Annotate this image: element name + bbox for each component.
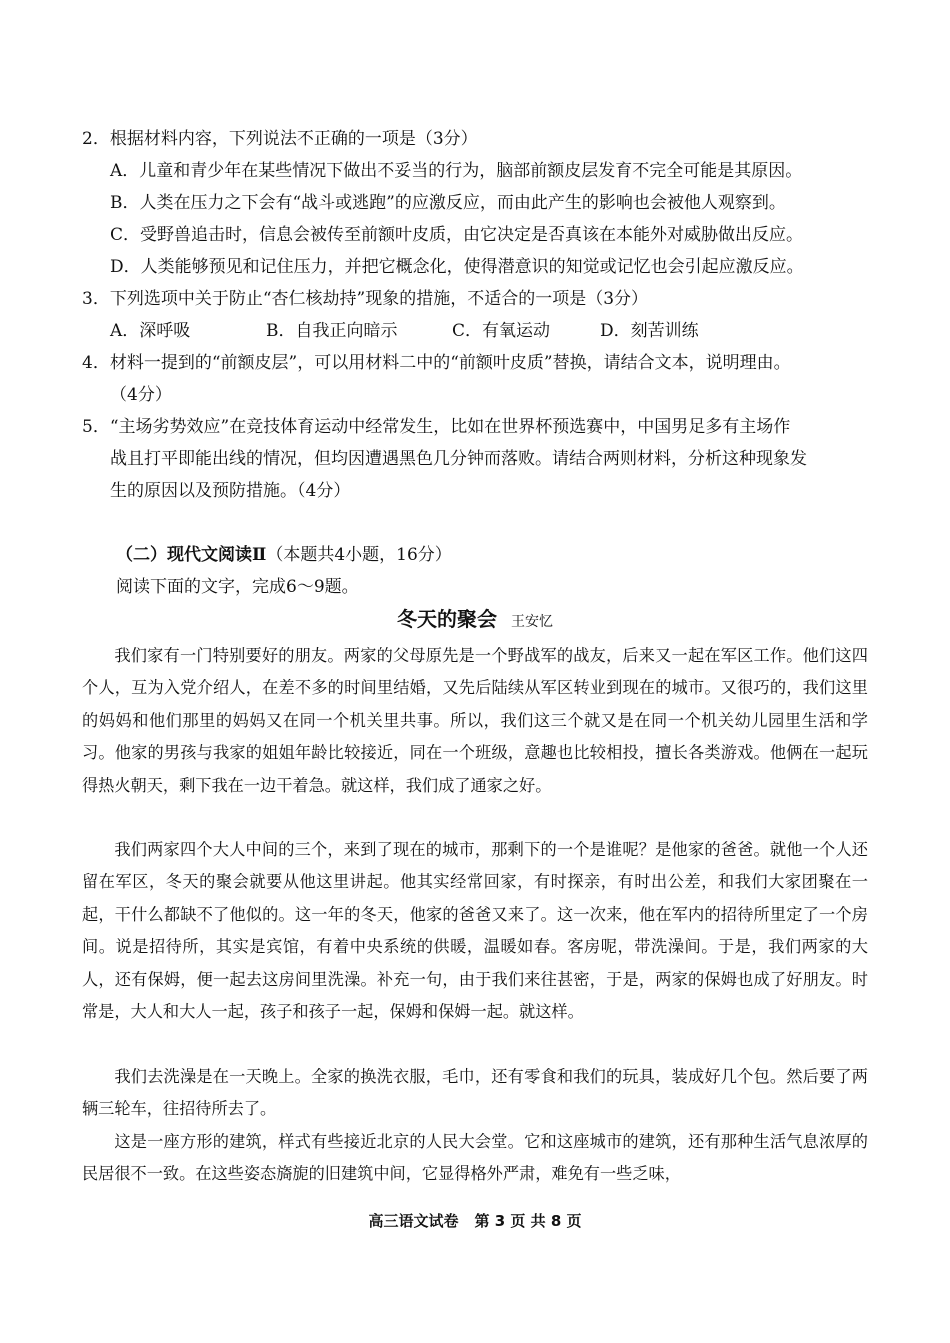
article-paragraph-2: 我们两家四个大人中间的三个，来到了现在的城市，那剩下的一个是谁呢？是他家的爸爸。就他一个人还留在军区，冬天的聚会就要从他这里讲起。他其实经常回家，有时探亲，有时出公差，和我们大家团聚在一起，干什么都缺不了他似的。这一年的冬天，他家的爸爸又来了。这一次来，他在军内的招待所里定了一个房间。说是招待所，其实是宾馆，有着中央系统的供暖，温暖如春。客房呢，带洗澡间。于是，我们两家的大人，还有保姆，便一起去这房间里洗澡。补充一句，由于我们来往甚密，于是，两家的保姆也成了好朋友。时常是，大人和大人一起，孩子和孩子一起，保姆和保姆一起。就这样。 [82, 840, 868, 1022]
article-heading [0, 608, 950, 633]
section-instruction: 阅读下面的文字，完成6～9题。 [116, 577, 359, 597]
question-2-option-d: D．人类能够预见和记住压力，并把它概念化，使得潜意识的知觉或记忆也会引起应激反应。 [110, 257, 804, 277]
question-2-stem: 2．根据材料内容，下列说法不正确的一项是（3分） [82, 129, 478, 149]
question-3-option-d: D．刻苦训练 [600, 321, 699, 341]
footer-page-number: 第 3 页 共 8 页 [474, 1212, 582, 1230]
question-3-option-c: C．有氧运动 [452, 321, 551, 341]
question-5-line-1: 5．“主场劣势效应”在竞技体育运动中经常发生，比如在世界杯预选赛中，中国男足多有主场作 [82, 417, 791, 437]
section-title: （二）现代文阅读Ⅱ [116, 545, 267, 565]
section-note: （本题共4小题，16分） [266, 545, 452, 565]
question-5-line-3: 生的原因以及预防措施。（4分） [110, 481, 351, 501]
question-4-line-2: （4分） [110, 385, 172, 405]
question-2-option-a: A．儿童和青少年在某些情况下做出不妥当的行为，脑部前额皮层发育不完全可能是其原因。 [110, 161, 803, 181]
question-4-line-1: 4．材料一提到的“前额皮层”，可以用材料二中的“前额叶皮质”替换，请结合文本，说明理由。 [82, 353, 791, 373]
section-heading [116, 544, 452, 566]
article-title: 冬天的聚会 [397, 607, 497, 631]
page-footer [0, 1210, 950, 1231]
question-2-option-b: B．人类在压力之下会有“战斗或逃跑”的应激反应，而由此产生的影响也会被他人观察到。 [110, 193, 786, 213]
question-2-option-c: C．受野兽追击时，信息会被传至前额叶皮质，由它决定是否真该在本能外对威胁做出反应。 [110, 225, 804, 245]
article-paragraph-1: 我们家有一门特别要好的朋友。两家的父母原先是一个野战军的战友，后来又一起在军区工作。他们这四个人，互为入党介绍人，在差不多的时间里结婚，又先后陆续从军区转业到现在的城市。又很巧的，我们这里的妈妈和他们那里的妈妈又在同一个机关里共事。所以，我们这三个就又是在同一个机关幼儿园里生活和学习。他家的男孩与我家的姐姐年龄比较接近，同在一个班级，意趣也比较相投，擅长各类游戏。他俩在一起玩得热火朝天，剩下我在一边干着急。就这样，我们成了通家之好。 [82, 646, 868, 795]
question-3-stem: 3．下列选项中关于防止“杏仁核劫持”现象的措施，不适合的一项是（3分） [82, 289, 649, 309]
question-3-option-a: A．深呼吸 [110, 321, 191, 341]
question-5-line-2: 战且打平即能出线的情况，但均因遭遇黑色几分钟而落败。请结合两则材料，分析这种现象发 [110, 449, 807, 469]
article-paragraph-4: 这是一座方形的建筑，样式有些接近北京的人民大会堂。它和这座城市的建筑，还有那种生活气息浓厚的民居很不一致。在这些姿态旖旎的旧建筑中间，它显得格外严肃，难免有一些乏味， [82, 1132, 868, 1184]
article-paragraph-3: 我们去洗澡是在一天晚上。全家的换洗衣服，毛巾，还有零食和我们的玩具，装成好几个包。然后要了两辆三轮车，往招待所去了。 [82, 1067, 868, 1119]
article-author: 王安忆 [511, 614, 553, 630]
question-3-option-b: B．自我正向暗示 [266, 321, 398, 341]
question-3-options [110, 320, 699, 342]
footer-exam-name: 高三语文试卷 [368, 1212, 459, 1230]
